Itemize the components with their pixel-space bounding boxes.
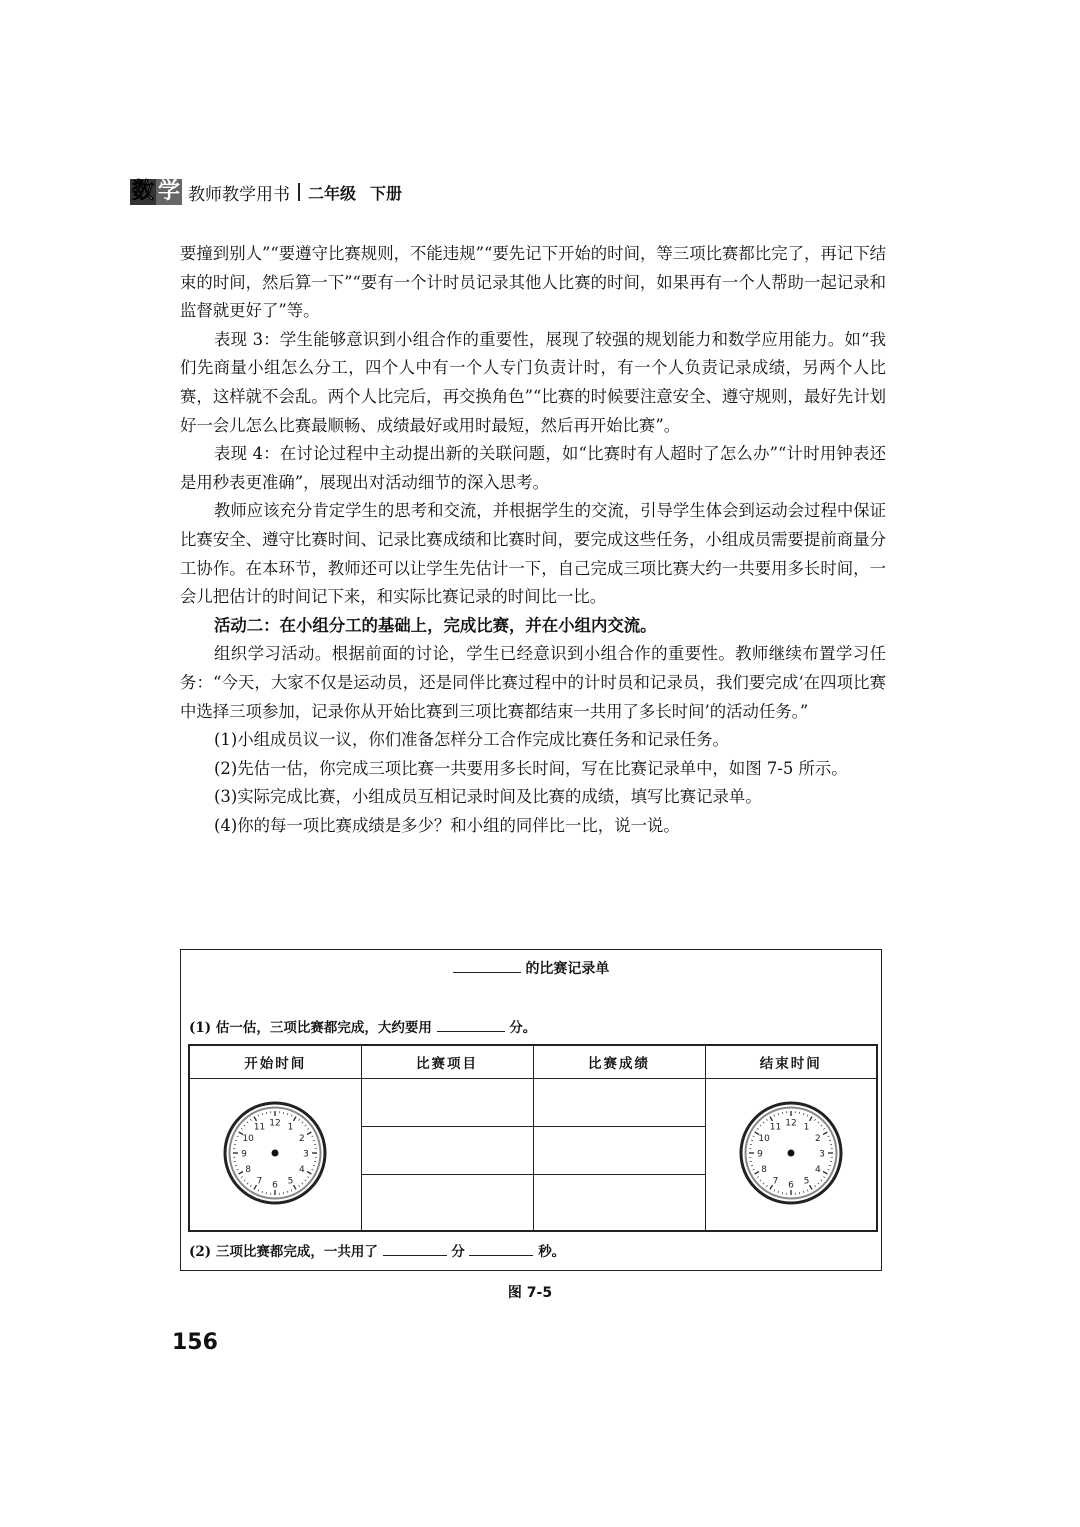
paragraph-2: 表现 4：在讨论过程中主动提出新的关联问题，如“比赛时有人超时了怎么办”“计时用钟表还是用秒表更准确”，展现出对活动细节的深入思考。 [180, 444, 886, 492]
estimate-blank[interactable] [437, 1017, 505, 1032]
end-clock-cell [705, 1079, 877, 1232]
logo-char-2: 学 [158, 179, 181, 204]
estimate-unit: 分。 [509, 1020, 537, 1036]
math-logo [130, 179, 182, 205]
total-prefix: (2) 三项比赛都完成，一共用了 [189, 1244, 378, 1260]
clock-number-5: 5 [287, 1175, 294, 1186]
clock-number-8: 8 [761, 1164, 767, 1175]
clock-number-6: 6 [272, 1180, 279, 1190]
clock-number-7: 7 [772, 1175, 779, 1186]
clock-number-4: 4 [814, 1164, 821, 1175]
clock-number-1: 1 [803, 1122, 810, 1133]
total-min-blank[interactable] [383, 1241, 447, 1256]
clock-number-10: 10 [758, 1133, 770, 1144]
col-end-time: 结束时间 [705, 1045, 877, 1079]
event-cell-1[interactable] [361, 1079, 533, 1127]
step-1: (1)小组成员议一议，你们准备怎样分工合作完成比赛任务和记录任务。 [214, 730, 729, 750]
record-sheet [180, 949, 882, 1271]
page-number: 156 [172, 1330, 218, 1355]
start-clock-cell [189, 1079, 361, 1232]
body-text [180, 240, 886, 840]
col-event: 比赛项目 [361, 1045, 533, 1079]
clock-number-1: 1 [287, 1122, 294, 1133]
col-start-time: 开始时间 [189, 1045, 361, 1079]
activity-two-heading: 活动二：在小组分工的基础上，完成比赛，并在小组内交流。 [214, 615, 657, 635]
record-table [188, 1044, 878, 1232]
total-min-unit: 分 [451, 1244, 465, 1260]
term-label: 下册 [370, 183, 403, 203]
clock-number-11: 11 [769, 1122, 781, 1133]
clock-number-2: 2 [299, 1133, 305, 1144]
clock-number-12: 12 [269, 1118, 281, 1128]
start-clock-icon[interactable] [223, 1101, 327, 1205]
clock-number-10: 10 [242, 1133, 255, 1144]
event-cell-2[interactable] [361, 1127, 533, 1175]
clock-number-9: 9 [241, 1149, 248, 1159]
clock-number-3: 3 [303, 1149, 310, 1159]
estimate-question [189, 1016, 536, 1036]
name-blank[interactable] [453, 958, 521, 973]
result-cell-2[interactable] [533, 1127, 705, 1175]
book-title: 教师教学用书 [188, 184, 291, 205]
paragraph-1: 表现 3：学生能够意识到小组合作的重要性，展现了较强的规划能力和数学应用能力。如“我们先商量小组怎么分工，四个人中有一个人专门负责计时，有一个人负责记录成绩，另两个人比赛，这样就不会乱。两个人比完后，再交换角色”“比赛的时候要注意安全、遵守规则，最好先计划好一会儿怎么比赛最顺畅、成绩最好或用时最短，然后再开始比赛”。 [180, 329, 886, 435]
clock-number-8: 8 [245, 1164, 252, 1175]
event-cell-3[interactable] [361, 1175, 533, 1231]
record-header-row [189, 1045, 877, 1079]
result-cell-1[interactable] [533, 1079, 705, 1127]
record-sheet-title-text: 的比赛记录单 [525, 961, 610, 977]
estimate-prefix: (1) 估一估，三项比赛都完成，大约要用 [189, 1020, 432, 1036]
step-3: (3)实际完成比赛，小组成员互相记录时间及比赛的成绩，填写比赛记录单。 [214, 787, 762, 807]
total-sec-unit: 秒。 [538, 1244, 566, 1260]
total-time-question [189, 1240, 565, 1260]
clock-number-4: 4 [299, 1164, 305, 1175]
clock-number-11: 11 [254, 1122, 266, 1133]
clock-number-7: 7 [256, 1175, 263, 1186]
total-sec-blank[interactable] [469, 1241, 533, 1256]
paragraph-0: 要撞到别人”“要遵守比赛规则，不能违规”“要先记下开始的时间，等三项比赛都比完了，再记下结束的时间，然后算一下”“要有一个计时员记录其他人比赛的时间，如果再有一个人帮助一起记录和监督就更好了”等。 [180, 244, 886, 321]
figure-caption: 图 7-5 [507, 1285, 553, 1301]
step-4: (4)你的每一项比赛成绩是多少？和小组的同伴比一比，说一说。 [214, 815, 680, 835]
col-result: 比赛成绩 [533, 1045, 705, 1079]
grade-label: 二年级 [308, 183, 357, 203]
clock-number-6: 6 [787, 1180, 794, 1190]
header-separator [298, 183, 300, 201]
clock-number-5: 5 [803, 1175, 810, 1186]
clock-number-12: 12 [785, 1118, 797, 1128]
record-sheet-title [181, 958, 881, 978]
running-header [130, 176, 402, 208]
clock-number-9: 9 [756, 1149, 763, 1159]
paragraph-5: 组织学习活动。根据前面的讨论，学生已经意识到小组合作的重要性。教师继续布置学习任务：“今天，大家不仅是运动员，还是同伴比赛过程中的计时员和记录员，我们要完成‘在四项比赛中选择三项参加，记录你从开始比赛到三项比赛都结束一共用了多长时间’的活动任务。” [180, 644, 886, 721]
logo-char-1: 数 [132, 179, 155, 204]
end-clock-icon[interactable] [739, 1101, 843, 1205]
clock-number-2: 2 [814, 1133, 821, 1144]
step-2: (2)先估一估，你完成三项比赛一共要用多长时间，写在比赛记录单中，如图 7-5 所示。 [214, 758, 848, 778]
clock-number-3: 3 [818, 1149, 825, 1159]
result-cell-3[interactable] [533, 1175, 705, 1231]
paragraph-3: 教师应该充分肯定学生的思考和交流，并根据学生的交流，引导学生体会到运动会过程中保证比赛安全、遵守比赛时间、记录比赛成绩和比赛时间，要完成这些任务，小组成员需要提前商量分工协作。在本环节，教师还可以让学生先估计一下，自己完成三项比赛大约一共要用多长时间，一会儿把估计的时间记下来，和实际比赛记录的时间比一比。 [180, 501, 887, 607]
